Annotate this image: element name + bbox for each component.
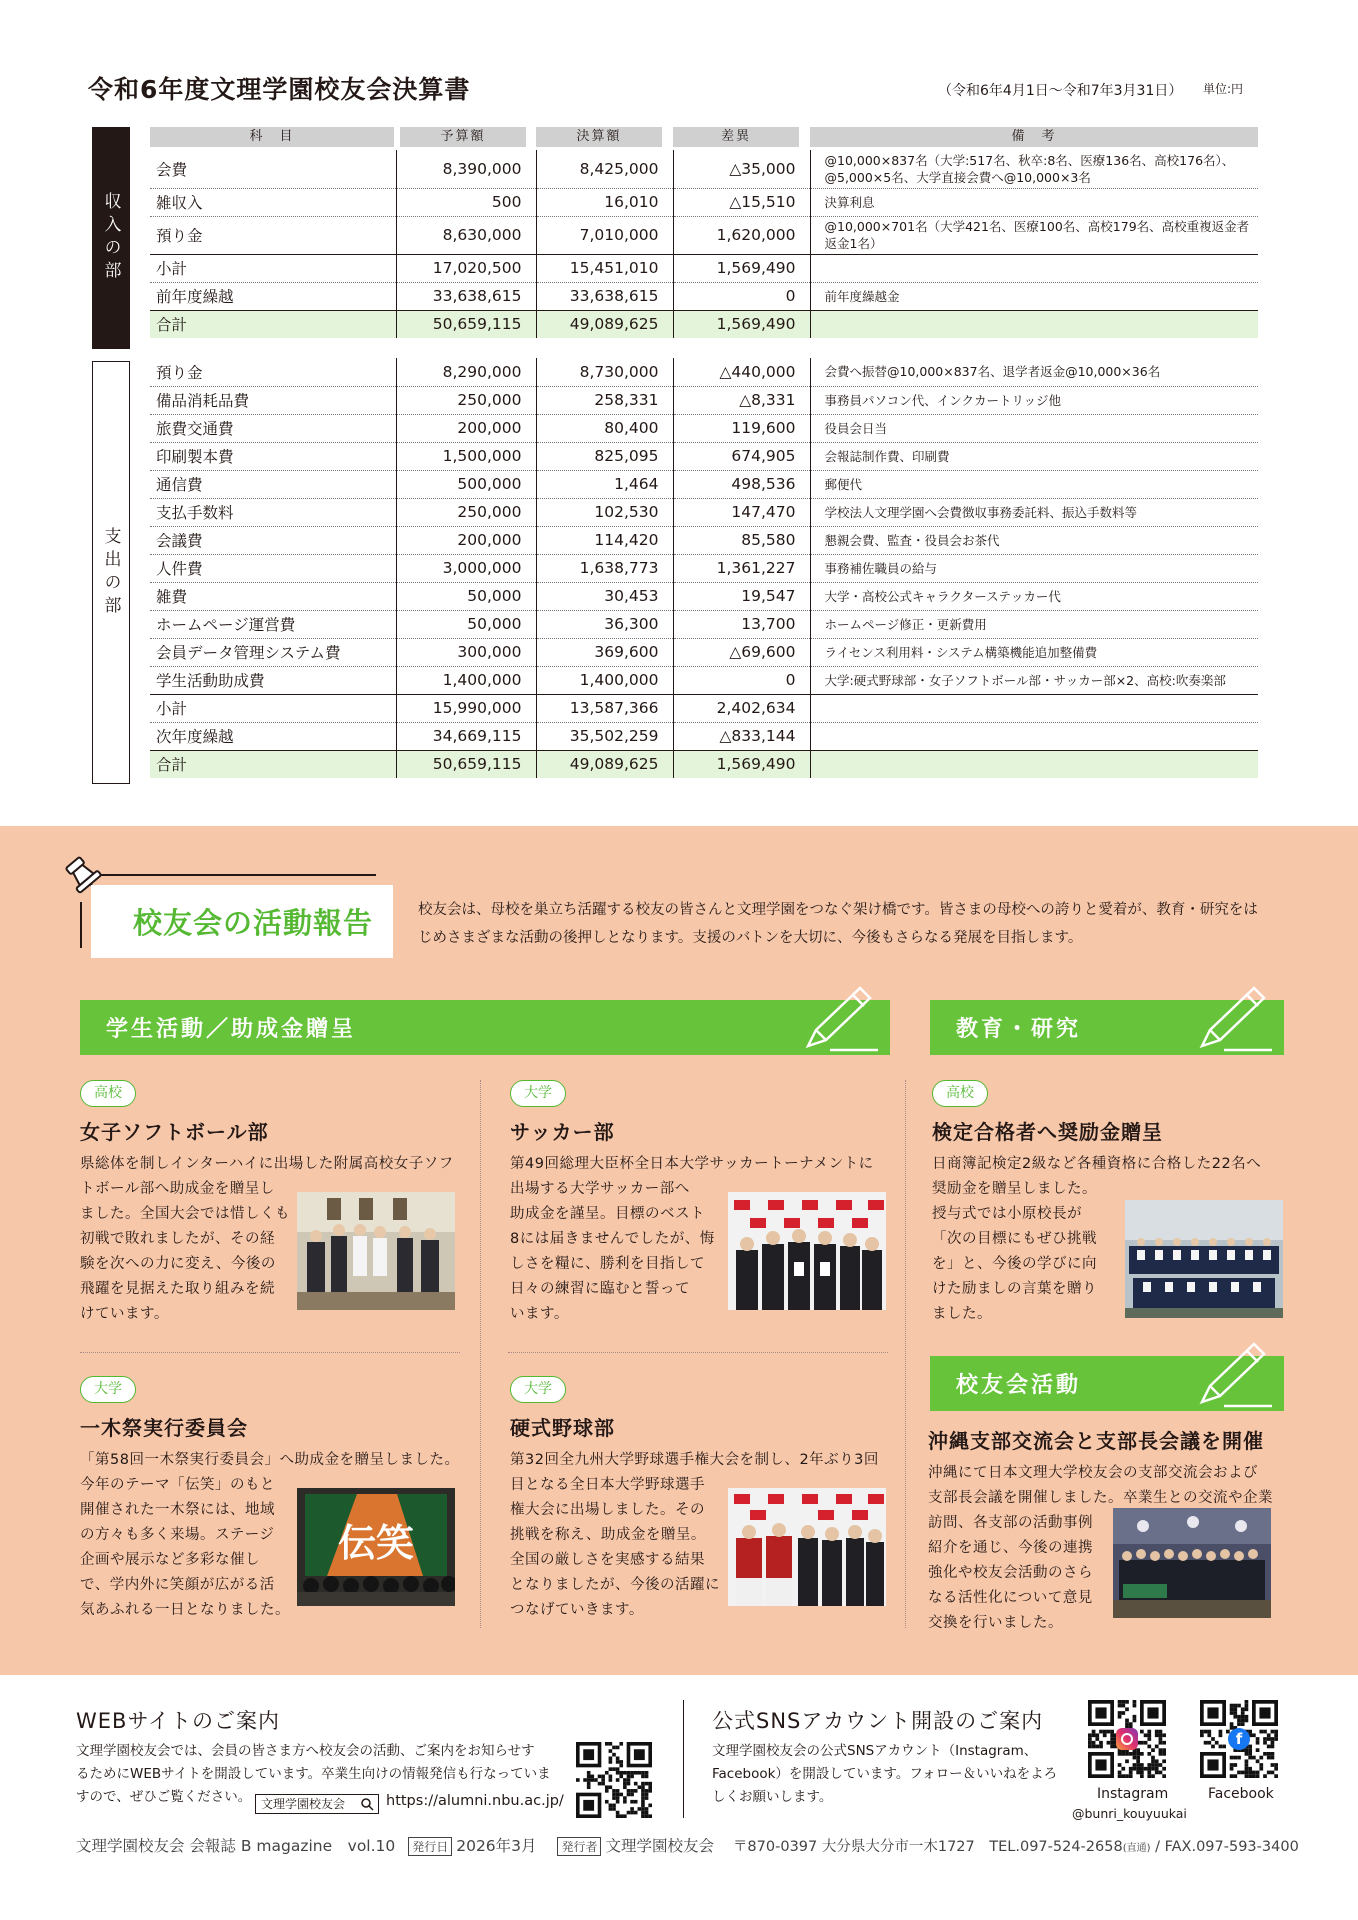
cell-note: 前年度繰越金: [810, 282, 1258, 310]
cell-note: 事務補佐職員の給与: [810, 554, 1258, 582]
article-body-baseball: 第32回全九州大学野球選手権大会を制し、2年ぶり3回 目となる全日本大学野球選手 権大会に出場しました。その 挑戦を称え、助成金を贈呈。 全国の厳しさを実感する結果 となりましたが、今後の活躍に つなげていきます。: [510, 1452, 879, 1618]
table-row: [150, 310, 1258, 338]
cell-diff: △69,600: [673, 638, 810, 666]
divider: [905, 1080, 906, 1628]
cell-actual: 825,095: [536, 442, 673, 470]
cell-diff: 147,470: [673, 498, 810, 526]
cell-actual: 1,400,000: [536, 666, 673, 694]
cell-actual: 1,638,773: [536, 554, 673, 582]
cell-budget: 500: [396, 188, 536, 216]
cell-note: @10,000×701名（大学421名、医療100名、高校179名、高校重複返金者返金1名）: [810, 216, 1258, 254]
table-row: [150, 610, 1258, 638]
cell-actual: 49,089,625: [536, 750, 673, 778]
instagram-icon: [1116, 1728, 1138, 1750]
header-actual: 決算額: [536, 127, 662, 147]
header-diff: 差異: [673, 127, 799, 147]
bar-alumni-activities-label: 校友会活動: [956, 1373, 1082, 1398]
cell-diff: △440,000: [673, 358, 810, 386]
cell-item: 合計: [150, 750, 396, 778]
photo-festival: [297, 1488, 455, 1606]
sns-title: 公式SNSアカウント開設のご案内: [712, 1709, 1044, 1733]
cell-diff: △833,144: [673, 722, 810, 750]
cell-budget: 17,020,500: [396, 254, 536, 282]
cell-note: [810, 722, 1258, 750]
cell-note: [810, 694, 1258, 722]
cell-note: 懇親会費、監査・役員会お茶代: [810, 526, 1258, 554]
article-title-softball: 女子ソフトボール部: [80, 1120, 269, 1144]
cell-item: 会員データ管理システム費: [150, 638, 396, 666]
table-row: [150, 358, 1258, 386]
cell-item: 預り金: [150, 358, 396, 386]
cell-diff: 13,700: [673, 610, 810, 638]
cell-item: 通信費: [150, 470, 396, 498]
tag-university: 大学: [510, 1080, 566, 1107]
publisher: 文理学園校友会: [605, 1837, 714, 1855]
cell-item: 雑収入: [150, 188, 396, 216]
table-row: [150, 666, 1258, 694]
cell-budget: 200,000: [396, 526, 536, 554]
pencil-icon: [1194, 980, 1274, 1060]
tag-high-school: 高校: [932, 1080, 988, 1107]
cell-actual: 369,600: [536, 638, 673, 666]
table-row: [150, 498, 1258, 526]
cell-budget: 250,000: [396, 386, 536, 414]
photo-softball: [297, 1192, 455, 1310]
bar-education-label: 教育・研究: [956, 1017, 1082, 1042]
cell-budget: 1,400,000: [396, 666, 536, 694]
income-table: [150, 150, 1258, 338]
table-row: [150, 216, 1258, 254]
tag-university: 大学: [510, 1376, 566, 1403]
table-row: [150, 442, 1258, 470]
cell-diff: 1,569,490: [673, 254, 810, 282]
cell-note: [810, 750, 1258, 778]
cell-note: 役員会日当: [810, 414, 1258, 442]
cell-note: ライセンス利用料・システム構築機能追加整備費: [810, 638, 1258, 666]
magazine-name: 文理学園校友会 会報誌 B magazine vol.10: [76, 1837, 396, 1855]
pencil-icon: [800, 980, 880, 1060]
article-title-soccer: サッカー部: [510, 1120, 615, 1144]
cell-item: 印刷製本費: [150, 442, 396, 470]
activity-title-box: [91, 885, 393, 958]
pencil-icon: [1194, 1336, 1274, 1416]
sns-text: 文理学園校友会の公式SNSアカウント（Instagram、 Facebook）を開設しています。フォロー＆いいねをよろ しくお願いします。: [712, 1743, 1058, 1805]
table-row: [150, 386, 1258, 414]
table-row: [150, 150, 1258, 188]
cell-item: 小計: [150, 694, 396, 722]
photo-soccer: [728, 1192, 886, 1310]
cell-actual: 8,425,000: [536, 150, 673, 188]
cell-diff: 0: [673, 282, 810, 310]
cell-budget: 8,290,000: [396, 358, 536, 386]
article-body-exam: 日商簿記検定2級など各種資格に合格した22名へ 奨励金を贈呈しました。 授与式では小原校長が 「次の目標にもぜひ挑戦 を」と、今後の学びに向 けた励ましの言葉を贈り ました。: [932, 1156, 1262, 1322]
bar-student-activities: [80, 1000, 890, 1055]
table-row: [150, 254, 1258, 282]
cell-note: 郵便代: [810, 470, 1258, 498]
cell-actual: 1,464: [536, 470, 673, 498]
cell-actual: 30,453: [536, 582, 673, 610]
search-label: 文理学園校友会: [261, 1797, 346, 1811]
expense-section-label: 支出の部: [92, 361, 130, 784]
cell-budget: 50,000: [396, 582, 536, 610]
cell-budget: 34,669,115: [396, 722, 536, 750]
cell-budget: 50,659,115: [396, 750, 536, 778]
income-section-label: 収入の部: [92, 127, 130, 349]
table-row: [150, 582, 1258, 610]
cell-diff: △8,331: [673, 386, 810, 414]
cell-budget: 300,000: [396, 638, 536, 666]
header-budget: 予算額: [400, 127, 526, 147]
cell-budget: 3,000,000: [396, 554, 536, 582]
photo-exam: [1125, 1200, 1283, 1318]
cell-budget: 8,630,000: [396, 216, 536, 254]
divider: [480, 1080, 481, 1628]
divider: [508, 1352, 888, 1353]
cell-item: 旅費交通費: [150, 414, 396, 442]
cell-diff: △35,000: [673, 150, 810, 188]
header-note: 備 考: [810, 127, 1258, 147]
table-row: [150, 414, 1258, 442]
cell-diff: 119,600: [673, 414, 810, 442]
cell-actual: 7,010,000: [536, 216, 673, 254]
fax: / FAX.097-593-3400: [1150, 1839, 1299, 1855]
table-row: [150, 470, 1258, 498]
issue-date: 2026年3月: [456, 1837, 537, 1855]
cell-budget: 50,000: [396, 610, 536, 638]
cell-note: 学校法人文理学園へ会費徴収事務委託料、振込手数料等: [810, 498, 1258, 526]
article-body-softball: 県総体を制しインターハイに出場した附属高校女子ソフ トボール部へ助成金を贈呈し ました。全国大会では惜しくも 初戦で敗れましたが、その経 験を次への力に変え、今後の 飛躍を見据えた取り組みを続 けています。: [80, 1156, 454, 1322]
cell-item: 会議費: [150, 526, 396, 554]
bar-alumni-activities: [930, 1356, 1284, 1411]
cell-actual: 80,400: [536, 414, 673, 442]
cell-diff: 1,569,490: [673, 750, 810, 778]
cell-diff: 1,569,490: [673, 310, 810, 338]
search-icon: [360, 1797, 374, 1811]
cell-note: 大学・高校公式キャラクターステッカー代: [810, 582, 1258, 610]
cell-item: 会費: [150, 150, 396, 188]
table-row: [150, 722, 1258, 750]
cell-note: [810, 310, 1258, 338]
article-title-okinawa: 沖縄支部交流会と支部長会議を開催: [928, 1429, 1264, 1453]
publisher-label: 発行者: [557, 1837, 601, 1856]
cell-note: [810, 254, 1258, 282]
cell-diff: 19,547: [673, 582, 810, 610]
cell-note: 事務員パソコン代、インクカートリッジ他: [810, 386, 1258, 414]
report-period: （令和6年4月1日～令和7年3月31日）: [938, 83, 1183, 99]
activity-lead: 校友会は、母校を巣立ち活躍する校友の皆さんと文理学園をつなぐ架け橋です。皆さまの母校への誇りと愛着が、教育・研究をはじめさまざまな活動の後押しとなります。支援のバトンを大切に、今後もさらなる発展を目指します。: [418, 902, 1258, 946]
cell-actual: 15,451,010: [536, 254, 673, 282]
header-item: 科 目: [150, 127, 394, 147]
cell-note: 会費へ振替@10,000×837名、退学者返金@10,000×36名: [810, 358, 1258, 386]
footer-divider: [683, 1700, 684, 1818]
cell-item: 人件費: [150, 554, 396, 582]
tag-high-school: 高校: [80, 1080, 136, 1107]
cell-item: 備品消耗品費: [150, 386, 396, 414]
facebook-icon: f: [1228, 1728, 1250, 1750]
table-row: [150, 282, 1258, 310]
article-title-baseball: 硬式野球部: [510, 1416, 615, 1440]
report-unit: 単位:円: [1203, 82, 1244, 96]
cell-actual: 36,300: [536, 610, 673, 638]
cell-actual: 16,010: [536, 188, 673, 216]
table-row: [150, 638, 1258, 666]
cell-note: @10,000×837名（大学:517名、秋卒:8名、医療136名、高校176名）、@5,000×5名、大学直接会費へ@10,000×3名: [810, 150, 1258, 188]
cell-actual: 33,638,615: [536, 282, 673, 310]
instagram-label: Instagram: [1097, 1786, 1169, 1802]
tag-university: 大学: [80, 1376, 136, 1403]
issue-label: 発行日: [408, 1837, 452, 1856]
cell-budget: 200,000: [396, 414, 536, 442]
cell-note: 決算利息: [810, 188, 1258, 216]
report-title: 令和6年度文理学園校友会決算書: [88, 75, 471, 104]
website-qr-code: [576, 1742, 652, 1818]
cell-actual: 258,331: [536, 386, 673, 414]
cell-budget: 50,659,115: [396, 310, 536, 338]
table-row: [150, 526, 1258, 554]
cell-budget: 250,000: [396, 498, 536, 526]
tel-note: (直通): [1122, 1843, 1151, 1854]
publication-info: [76, 1834, 1299, 1856]
cell-item: 預り金: [150, 216, 396, 254]
banner-text: 伝笑: [337, 1520, 415, 1565]
cell-note: 大学:硬式野球部・女子ソフトボール部・サッカー部×2、高校:吹奏楽部: [810, 666, 1258, 694]
cell-item: 小計: [150, 254, 396, 282]
cell-item: 合計: [150, 310, 396, 338]
cell-actual: 49,089,625: [536, 310, 673, 338]
website-url[interactable]: https://alumni.nbu.ac.jp/: [386, 1793, 564, 1809]
photo-baseball: [728, 1488, 886, 1606]
cell-item: 次年度繰越: [150, 722, 396, 750]
divider: [80, 1352, 460, 1353]
cell-note: 会報誌制作費、印刷費: [810, 442, 1258, 470]
article-title-festival: 一木祭実行委員会: [80, 1416, 248, 1440]
cell-item: 前年度繰越: [150, 282, 396, 310]
web-title: WEBサイトのご案内: [76, 1709, 280, 1733]
photo-okinawa: [1113, 1508, 1271, 1618]
activity-title: 校友会の活動報告: [132, 906, 373, 940]
address: 〒870-0397 大分県大分市一木1727 TEL.097-524-2658: [732, 1839, 1123, 1855]
bar-student-activities-label: 学生活動／助成金贈呈: [106, 1017, 357, 1042]
cell-budget: 8,390,000: [396, 150, 536, 188]
table-row: [150, 694, 1258, 722]
cell-note: ホームページ修正・更新費用: [810, 610, 1258, 638]
cell-budget: 500,000: [396, 470, 536, 498]
article-body-soccer: 第49回総理大臣杯全日本大学サッカートーナメントに 出場する大学サッカー部へ 助成金を謹呈。目標のベスト 8には届きませんでしたが、悔 しさを糧に、勝利を目指して 日々の練習に臨むと誓って います。: [510, 1156, 874, 1322]
expense-table: [150, 358, 1258, 778]
cell-actual: 13,587,366: [536, 694, 673, 722]
cell-diff: 2,402,634: [673, 694, 810, 722]
cell-actual: 102,530: [536, 498, 673, 526]
cell-budget: 33,638,615: [396, 282, 536, 310]
article-title-exam: 検定合格者へ奨励金贈呈: [932, 1120, 1163, 1144]
cell-diff: 674,905: [673, 442, 810, 470]
table-row: [150, 554, 1258, 582]
cell-diff: 498,536: [673, 470, 810, 498]
cell-item: 支払手数料: [150, 498, 396, 526]
table-row: [150, 750, 1258, 778]
cell-budget: 1,500,000: [396, 442, 536, 470]
search-box[interactable]: [255, 1794, 379, 1814]
cell-actual: 35,502,259: [536, 722, 673, 750]
cell-diff: 0: [673, 666, 810, 694]
cell-actual: 114,420: [536, 526, 673, 554]
table-row: [150, 188, 1258, 216]
title-rule: [96, 874, 376, 876]
cell-item: ホームページ運営費: [150, 610, 396, 638]
cell-diff: 1,361,227: [673, 554, 810, 582]
cell-diff: 1,620,000: [673, 216, 810, 254]
web-text: 文理学園校友会では、会員の皆さま方へ校友会の活動、ご案内をお知らせす るためにWEBサイトを開設しています。卒業生向けの情報発信も行なっていま すので、ぜひご覧ください。: [76, 1743, 551, 1805]
cell-item: 雑費: [150, 582, 396, 610]
facebook-label: Facebook: [1208, 1786, 1274, 1802]
cell-actual: 8,730,000: [536, 358, 673, 386]
article-body-festival: 「第58回一木祭実行委員会」へ助成金を贈呈しました。 今年のテーマ「伝笑」のもと 開催された一木祭には、地域 の方々も多く来場。ステージ 企画や展示など多彩な催し で、学内外に笑顔が広がる活 気あふれる一日となりました。: [80, 1452, 460, 1618]
cell-budget: 15,990,000: [396, 694, 536, 722]
cell-item: 学生活動助成費: [150, 666, 396, 694]
bar-education: [930, 1000, 1284, 1055]
cell-diff: △15,510: [673, 188, 810, 216]
article-body-okinawa: 沖縄にて日本文理大学校友会の支部交流会および 支部長会議を開催しました。卒業生との交流や企業 訪問、各支部の活動事例 紹介を通じ、今後の連携 強化や校友会活動のさら なる活性化について意見 交換を行いました。: [928, 1465, 1273, 1631]
instagram-handle: @bunri_kouyuukai: [1072, 1806, 1187, 1821]
cell-diff: 85,580: [673, 526, 810, 554]
